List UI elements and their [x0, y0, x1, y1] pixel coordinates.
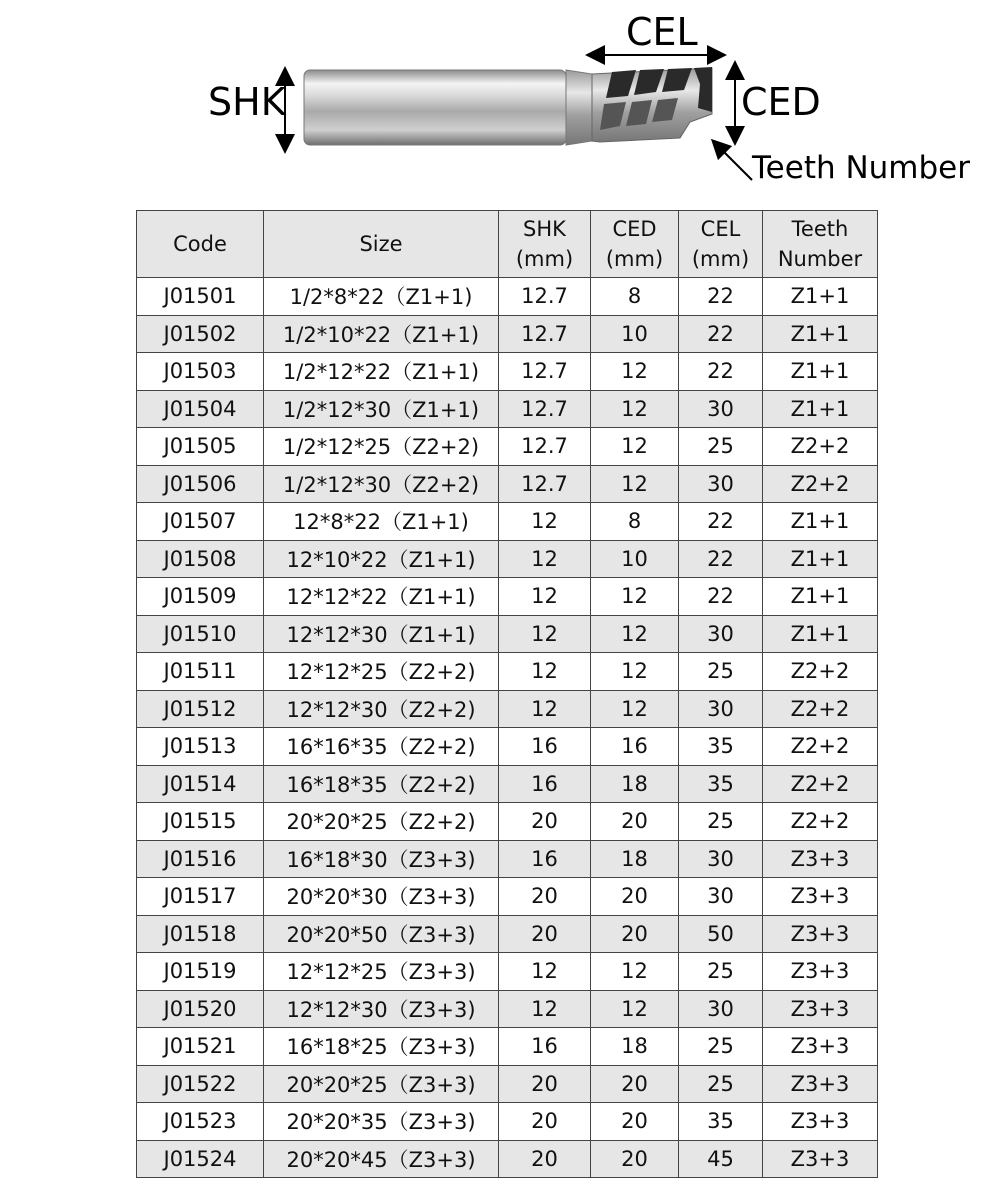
table-row — [137, 353, 878, 391]
cell-cel: 25 — [679, 653, 763, 691]
table-row — [137, 465, 878, 503]
cell-teeth: Z3+3 — [763, 1140, 878, 1178]
header-cel — [679, 211, 763, 278]
cell-teeth: Z3+3 — [763, 990, 878, 1028]
cell-size: 16*18*25（Z3+3) — [264, 1028, 499, 1066]
cell-shk: 12.7 — [499, 465, 591, 503]
cell-teeth: Z2+2 — [763, 765, 878, 803]
table-row — [137, 915, 878, 953]
cell-size: 16*18*30（Z3+3) — [264, 840, 499, 878]
cell-ced: 18 — [591, 840, 679, 878]
ced-label: CED — [741, 80, 821, 124]
cell-cel: 30 — [679, 465, 763, 503]
table-row — [137, 428, 878, 466]
table-row — [137, 840, 878, 878]
cell-shk: 12 — [499, 503, 591, 541]
cell-code: J01515 — [137, 803, 264, 841]
cell-teeth: Z3+3 — [763, 953, 878, 991]
table-row — [137, 1028, 878, 1066]
table-row — [137, 503, 878, 541]
cell-cel: 35 — [679, 765, 763, 803]
cell-shk: 20 — [499, 1103, 591, 1141]
header-shk-line2: (mm) — [515, 247, 574, 271]
cell-ced: 12 — [591, 428, 679, 466]
cell-size: 1/2*12*30（Z1+1) — [264, 390, 499, 428]
shank — [304, 70, 566, 145]
cell-code: J01517 — [137, 878, 264, 916]
cell-size: 1/2*10*22（Z1+1) — [264, 315, 499, 353]
table-row — [137, 953, 878, 991]
cell-shk: 12 — [499, 690, 591, 728]
cell-ced: 12 — [591, 615, 679, 653]
cell-size: 12*12*25（Z3+3) — [264, 953, 499, 991]
cell-shk: 16 — [499, 765, 591, 803]
cell-size: 12*10*22（Z1+1) — [264, 540, 499, 578]
cell-teeth: Z1+1 — [763, 353, 878, 391]
cell-cel: 35 — [679, 1103, 763, 1141]
cell-ced: 16 — [591, 728, 679, 766]
cell-shk: 12 — [499, 578, 591, 616]
cell-cel: 22 — [679, 278, 763, 316]
cell-teeth: Z3+3 — [763, 1103, 878, 1141]
cell-code: J01509 — [137, 578, 264, 616]
table-header-row — [137, 211, 878, 278]
cell-size: 16*16*35（Z2+2) — [264, 728, 499, 766]
cell-size: 1/2*12*25（Z2+2) — [264, 428, 499, 466]
cell-size: 12*12*30（Z3+3) — [264, 990, 499, 1028]
cell-code: J01521 — [137, 1028, 264, 1066]
cell-ced: 12 — [591, 465, 679, 503]
cell-size: 12*12*30（Z2+2) — [264, 690, 499, 728]
cell-cel: 30 — [679, 690, 763, 728]
cell-size: 1/2*12*22（Z1+1) — [264, 353, 499, 391]
cell-teeth: Z2+2 — [763, 728, 878, 766]
cell-shk: 12.7 — [499, 390, 591, 428]
cell-ced: 10 — [591, 540, 679, 578]
cell-teeth: Z1+1 — [763, 315, 878, 353]
cell-size: 20*20*50（Z3+3) — [264, 915, 499, 953]
cell-teeth: Z1+1 — [763, 390, 878, 428]
cell-code: J01504 — [137, 390, 264, 428]
teeth-number-label: Teeth Number — [752, 150, 970, 186]
header-teeth-line1: Teeth — [791, 217, 849, 241]
cell-cel: 45 — [679, 1140, 763, 1178]
header-cel-line2: (mm) — [691, 247, 750, 271]
cell-shk: 12 — [499, 540, 591, 578]
cell-code: J01523 — [137, 1103, 264, 1141]
cell-cel: 50 — [679, 915, 763, 953]
cell-ced: 12 — [591, 690, 679, 728]
cell-size: 12*8*22（Z1+1) — [264, 503, 499, 541]
cell-cel: 22 — [679, 578, 763, 616]
cell-shk: 20 — [499, 1140, 591, 1178]
cell-shk: 12 — [499, 953, 591, 991]
header-teeth-line2: Number — [777, 247, 863, 271]
cell-cel: 30 — [679, 840, 763, 878]
cell-cel: 25 — [679, 428, 763, 466]
cell-ced: 18 — [591, 765, 679, 803]
cell-teeth: Z3+3 — [763, 1065, 878, 1103]
cell-code: J01508 — [137, 540, 264, 578]
cell-cel: 22 — [679, 315, 763, 353]
cell-teeth: Z2+2 — [763, 653, 878, 691]
header-teeth — [763, 211, 878, 278]
cell-cel: 25 — [679, 1028, 763, 1066]
cell-shk: 20 — [499, 878, 591, 916]
cell-teeth: Z3+3 — [763, 1028, 878, 1066]
cell-shk: 20 — [499, 803, 591, 841]
header-shk-line1: SHK — [523, 217, 566, 241]
table-row — [137, 540, 878, 578]
cell-teeth: Z1+1 — [763, 278, 878, 316]
cell-code: J01511 — [137, 653, 264, 691]
cell-teeth: Z1+1 — [763, 615, 878, 653]
shk-label: SHK — [208, 80, 286, 124]
header-code: Code — [137, 211, 264, 278]
cell-ced: 8 — [591, 503, 679, 541]
cell-ced: 12 — [591, 953, 679, 991]
cell-code: J01524 — [137, 1140, 264, 1178]
header-size: Size — [264, 211, 499, 278]
cell-teeth: Z2+2 — [763, 690, 878, 728]
table-row — [137, 728, 878, 766]
cell-shk: 12 — [499, 615, 591, 653]
cell-shk: 16 — [499, 1028, 591, 1066]
cell-code: J01507 — [137, 503, 264, 541]
cell-cel: 25 — [679, 803, 763, 841]
table-row — [137, 315, 878, 353]
cell-size: 12*12*22（Z1+1) — [264, 578, 499, 616]
cell-cel: 22 — [679, 540, 763, 578]
cell-ced: 12 — [591, 990, 679, 1028]
cell-teeth: Z2+2 — [763, 428, 878, 466]
cell-ced: 8 — [591, 278, 679, 316]
cell-ced: 20 — [591, 1065, 679, 1103]
cell-code: J01512 — [137, 690, 264, 728]
table-row — [137, 278, 878, 316]
cell-size: 16*18*35（Z2+2) — [264, 765, 499, 803]
cell-size: 1/2*8*22（Z1+1) — [264, 278, 499, 316]
cell-size: 20*20*25（Z3+3) — [264, 1065, 499, 1103]
cell-code: J01514 — [137, 765, 264, 803]
cell-teeth: Z3+3 — [763, 840, 878, 878]
cell-shk: 12.7 — [499, 353, 591, 391]
cell-teeth: Z2+2 — [763, 803, 878, 841]
cell-teeth: Z1+1 — [763, 503, 878, 541]
table-row — [137, 615, 878, 653]
cell-shk: 12 — [499, 990, 591, 1028]
table-row — [137, 1103, 878, 1141]
cell-shk: 20 — [499, 915, 591, 953]
cell-ced: 20 — [591, 1103, 679, 1141]
header-ced-line1: CED — [612, 217, 657, 241]
header-ced-line2: (mm) — [605, 247, 664, 271]
cell-code: J01502 — [137, 315, 264, 353]
cell-shk: 12.7 — [499, 428, 591, 466]
header-cel-line1: CEL — [700, 217, 741, 241]
cell-ced: 12 — [591, 353, 679, 391]
cell-cel: 30 — [679, 990, 763, 1028]
cell-ced: 20 — [591, 1140, 679, 1178]
cell-ced: 18 — [591, 1028, 679, 1066]
cell-teeth: Z3+3 — [763, 915, 878, 953]
cell-teeth: Z1+1 — [763, 578, 878, 616]
spec-table — [136, 210, 878, 1178]
cell-code: J01518 — [137, 915, 264, 953]
cell-shk: 16 — [499, 840, 591, 878]
cell-code: J01516 — [137, 840, 264, 878]
table-row — [137, 690, 878, 728]
cell-code: J01519 — [137, 953, 264, 991]
router-bit-diagram — [0, 0, 1000, 200]
cell-size: 12*12*25（Z2+2) — [264, 653, 499, 691]
cell-code: J01506 — [137, 465, 264, 503]
cell-teeth: Z2+2 — [763, 465, 878, 503]
table-body — [137, 278, 878, 1178]
cell-size: 12*12*30（Z1+1) — [264, 615, 499, 653]
cell-shk: 12.7 — [499, 315, 591, 353]
cell-size: 20*20*45（Z3+3) — [264, 1140, 499, 1178]
table-row — [137, 803, 878, 841]
cell-code: J01510 — [137, 615, 264, 653]
cell-code: J01520 — [137, 990, 264, 1028]
cell-teeth: Z1+1 — [763, 540, 878, 578]
cell-ced: 10 — [591, 315, 679, 353]
cell-teeth: Z3+3 — [763, 878, 878, 916]
header-shk — [499, 211, 591, 278]
cell-cel: 30 — [679, 390, 763, 428]
table-row — [137, 1065, 878, 1103]
cell-cel: 22 — [679, 503, 763, 541]
table-row — [137, 765, 878, 803]
cell-cel: 35 — [679, 728, 763, 766]
cell-size: 20*20*25（Z2+2) — [264, 803, 499, 841]
cell-shk: 16 — [499, 728, 591, 766]
cell-cel: 30 — [679, 878, 763, 916]
cell-shk: 12.7 — [499, 278, 591, 316]
cell-code: J01505 — [137, 428, 264, 466]
cell-code: J01503 — [137, 353, 264, 391]
cell-size: 1/2*12*30（Z2+2) — [264, 465, 499, 503]
cell-ced: 12 — [591, 653, 679, 691]
table-row — [137, 653, 878, 691]
collar — [566, 70, 592, 145]
cell-ced: 20 — [591, 803, 679, 841]
cell-code: J01501 — [137, 278, 264, 316]
cell-ced: 12 — [591, 578, 679, 616]
header-ced — [591, 211, 679, 278]
table-row — [137, 390, 878, 428]
cell-size: 20*20*30（Z3+3) — [264, 878, 499, 916]
cell-shk: 20 — [499, 1065, 591, 1103]
cell-code: J01522 — [137, 1065, 264, 1103]
cel-label: CEL — [626, 10, 698, 54]
cell-size: 20*20*35（Z3+3) — [264, 1103, 499, 1141]
cell-ced: 12 — [591, 390, 679, 428]
cell-cel: 30 — [679, 615, 763, 653]
table-row — [137, 990, 878, 1028]
table-row — [137, 578, 878, 616]
table-row — [137, 878, 878, 916]
cell-cel: 25 — [679, 1065, 763, 1103]
cell-ced: 20 — [591, 915, 679, 953]
table-row — [137, 1140, 878, 1178]
teeth-pointer — [718, 146, 752, 180]
cell-code: J01513 — [137, 728, 264, 766]
cell-cel: 22 — [679, 353, 763, 391]
cell-cel: 25 — [679, 953, 763, 991]
cell-ced: 20 — [591, 878, 679, 916]
cell-shk: 12 — [499, 653, 591, 691]
spec-table-container — [136, 210, 877, 1178]
